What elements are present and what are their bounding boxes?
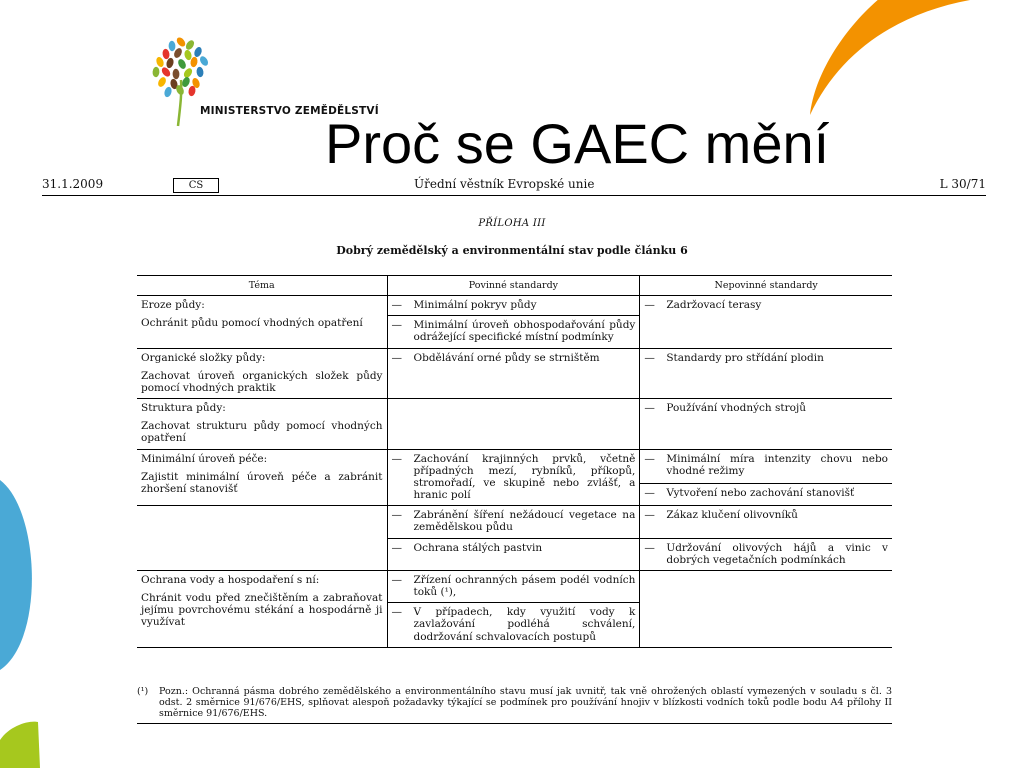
- dash-marker: —: [391, 319, 402, 332]
- optional-standard-text: Standardy pro střídání plodin: [666, 351, 824, 364]
- footnote: [137, 687, 892, 724]
- table-row: [137, 570, 892, 602]
- dash-marker: —: [391, 351, 402, 364]
- dash-marker: —: [644, 541, 655, 554]
- topic-title: Organické složky půdy:: [141, 351, 266, 364]
- table-row: [137, 348, 892, 399]
- topic-title: Ochrana vody a hospodaření s ní:: [141, 573, 320, 586]
- mandatory-standard-cell: [387, 296, 640, 316]
- journal-header: [42, 177, 986, 196]
- topic-description: Ochránit půdu pomocí vhodných opatření: [141, 317, 363, 330]
- mandatory-standard-text: V případech, kdy využití vody k zavlažování podléhá schválení, dodržování schvalovacích postupů: [413, 606, 636, 643]
- mandatory-standard-cell: [387, 506, 640, 538]
- topic-cell: [137, 399, 387, 450]
- mandatory-standard-text: Obdělávání orné půdy se strništěm: [413, 351, 600, 364]
- optional-standard-text: Zadržovací terasy: [666, 299, 762, 311]
- footnote-text: Pozn.: Ochranná pásma dobrého zemědělského a environmentálního stavu musí jak uvnitř, tak vně ohrožených oblastí vymezených v souladu s čl. 3 odst. 2 směrnice 91/676/EHS, splňovat alespoň požadavky týkající se podmínek pro používání hnojiv v blízkosti vodních toků podle bodu A4 přílohy II směrnice 91/676/EHS.: [159, 686, 892, 719]
- optional-standard-text: Udržování olivových hájů a vinic v dobrých vegetačních podmínkách: [666, 541, 888, 566]
- journal-name: Úřední věstník Evropské unie: [414, 177, 595, 191]
- mandatory-standard-cell: [387, 603, 640, 648]
- language-badge: CS: [173, 178, 219, 193]
- mandatory-standard-cell: [387, 348, 640, 399]
- empty-cell: [387, 399, 640, 450]
- optional-standard-cell: [640, 484, 892, 506]
- optional-standard-text: Vytvoření nebo zachování stanovišť: [666, 487, 855, 500]
- dash-marker: —: [644, 487, 655, 500]
- optional-standard-cell: [640, 296, 892, 349]
- optional-standard-cell: [640, 348, 892, 399]
- table-row: [137, 449, 892, 484]
- dash-marker: —: [644, 452, 655, 465]
- empty-cell: [137, 506, 387, 571]
- column-header-topic: Téma: [137, 276, 387, 296]
- annex-label: PŘÍLOHA III: [478, 218, 546, 229]
- topic-description: Zachovat strukturu půdy pomocí vhodných opatření: [141, 420, 383, 445]
- table-row: [137, 296, 892, 316]
- topic-title: Eroze půdy:: [141, 299, 205, 311]
- mandatory-standard-text: Minimální úroveň obhospodařování půdy odrážející specifické místní podmínky: [413, 319, 636, 344]
- mandatory-standard-cell: [387, 449, 640, 506]
- slide-title: Proč se GAEC mění: [325, 112, 830, 175]
- mandatory-standard-cell: [387, 570, 640, 602]
- footnote-mark: (¹): [137, 686, 149, 697]
- topic-description: Chránit vodu před znečištěním a zabraňovat jejímu povrchovému stékání a hospodárně ji využívat: [141, 592, 383, 629]
- logo-text: MINISTERSTVO ZEMĚDĚLSTVÍ: [200, 105, 379, 117]
- optional-standard-cell: [640, 538, 892, 570]
- dash-marker: —: [644, 402, 655, 415]
- mandatory-standard-cell: [387, 316, 640, 348]
- gaec-table: [137, 275, 892, 648]
- mandatory-standard-text: Minimální pokryv půdy: [413, 299, 537, 311]
- blue-decoration: [0, 480, 40, 670]
- optional-standard-cell: [640, 449, 892, 484]
- optional-standard-cell: [640, 399, 892, 450]
- topic-description: Zachovat úroveň organických složek půdy pomocí vhodných praktik: [141, 369, 383, 394]
- dash-marker: —: [391, 452, 402, 465]
- mandatory-standard-text: Zachování krajinných prvků, včetně případných mezí, rybníků, příkopů, stromořadí, ve skupině nebo zvlášť, a hranic polí: [413, 452, 636, 502]
- annex-title: Dobrý zemědělský a environmentální stav podle článku 6: [336, 244, 688, 257]
- column-header-mandatory: Povinné standardy: [387, 276, 640, 296]
- table-header-row: [137, 276, 892, 296]
- topic-cell: [137, 296, 387, 349]
- dash-marker: —: [644, 509, 655, 522]
- table-row: [137, 399, 892, 450]
- optional-standard-text: Používání vhodných strojů: [666, 402, 806, 415]
- topic-cell: [137, 570, 387, 647]
- dash-marker: —: [391, 541, 402, 554]
- column-header-optional: Nepovinné standardy: [640, 276, 892, 296]
- optional-standard-text: Minimální míra intenzity chovu nebo vhodné režimy: [666, 452, 888, 477]
- table-row: [137, 506, 892, 538]
- dash-marker: —: [391, 573, 402, 586]
- empty-cell: [640, 570, 892, 647]
- mandatory-standard-cell: [387, 538, 640, 570]
- journal-page: L 30/71: [939, 177, 986, 191]
- dash-marker: —: [391, 509, 402, 522]
- mandatory-standard-text: Ochrana stálých pastvin: [413, 541, 543, 554]
- topic-description: Zajistit minimální úroveň péče a zabránit zhoršení stanovišť: [141, 470, 383, 495]
- topic-title: Struktura půdy:: [141, 402, 226, 415]
- mandatory-standard-text: Zřízení ochranných pásem podél vodních toků (¹),: [413, 573, 636, 599]
- journal-date: 31.1.2009: [42, 177, 104, 191]
- mandatory-standard-text: Zabránění šíření nežádoucí vegetace na zemědělskou půdu: [413, 509, 636, 534]
- optional-standard-text: Zákaz klučení olivovníků: [666, 509, 798, 522]
- dash-marker: —: [391, 606, 402, 619]
- dash-marker: —: [391, 299, 402, 311]
- topic-cell: [137, 348, 387, 399]
- optional-standard-cell: [640, 506, 892, 538]
- dash-marker: —: [644, 351, 655, 364]
- topic-cell: [137, 449, 387, 506]
- orange-decoration: [790, 0, 1024, 120]
- green-decoration: [0, 720, 40, 768]
- dash-marker: —: [644, 299, 655, 311]
- topic-title: Minimální úroveň péče:: [141, 452, 268, 465]
